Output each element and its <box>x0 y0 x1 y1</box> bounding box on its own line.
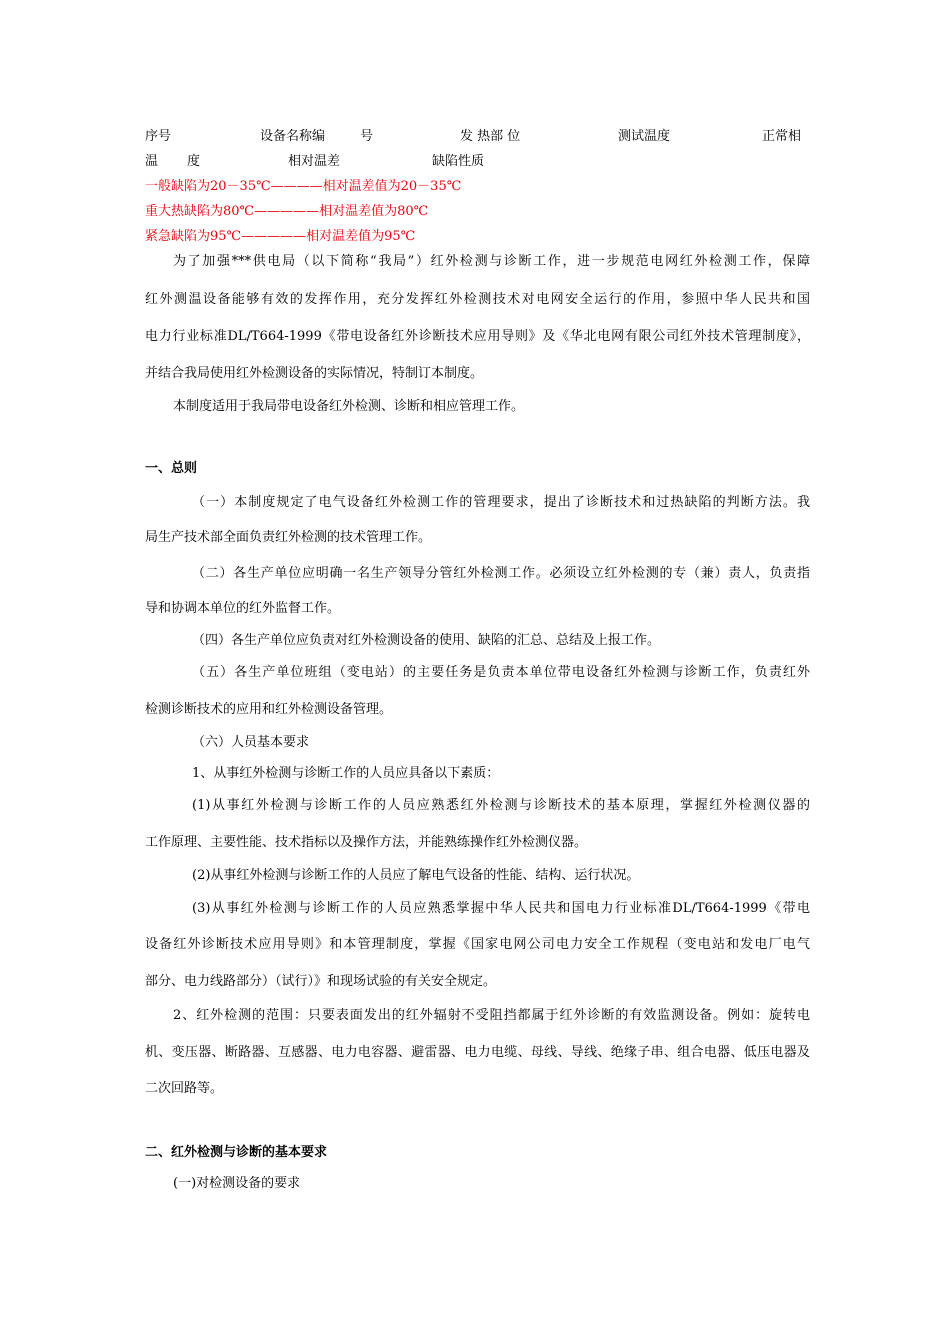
section1-line: （五）各生产单位班组（变电站）的主要任务是负责本单位带电设备红外检测与诊断工作，负责红外 <box>192 665 810 680</box>
header-cell-relative-diff: 相对温差 <box>288 154 341 169</box>
section-title-general: 一、总则 <box>145 461 198 476</box>
intro-line: 电力行业标准DL/T664-1999《带电设备红外诊断技术应用导则》及《华北电网有限公司红外技术管理制度》， <box>145 329 810 344</box>
defect-line-urgent: 紧急缺陷为95℃—————相对温差值为95℃ <box>145 229 416 244</box>
intro-line: 为了加强***供电局（以下简称“我局”）红外检测与诊断工作，进一步规范电网红外检测工作，保障 <box>173 254 810 269</box>
defect-line-major: 重大热缺陷为80℃—————相对温差值为80℃ <box>145 204 429 219</box>
section1-line: 局生产技术部全面负责红外检测的技术管理工作。 <box>145 530 432 545</box>
section1-line: 1、从事红外检测与诊断工作的人员应具备以下素质： <box>192 766 500 781</box>
section-title-basic-requirements: 二、红外检测与诊断的基本要求 <box>145 1145 328 1160</box>
section1-line: 检测诊断技术的应用和红外检测设备管理。 <box>145 702 393 717</box>
section2-line: (一)对检测设备的要求 <box>173 1176 301 1191</box>
section1-line: （六）人员基本要求 <box>192 735 310 750</box>
defect-line-general: 一般缺陷为20－35℃————相对温差值为20－35℃ <box>145 179 462 194</box>
header-cell-normal-phase: 正常相 <box>762 129 802 144</box>
section1-line: 导和协调本单位的红外监督工作。 <box>145 601 341 616</box>
section1-line: （四）各生产单位应负责对红外检测设备的使用、缺陷的汇总、总结及上报工作。 <box>192 633 661 648</box>
section1-line: 部分、电力线路部分）（试行）》和现场试验的有关安全规定。 <box>145 974 497 989</box>
header-cell-defect-type: 缺陷性质 <box>432 154 485 169</box>
intro-line: 红外测温设备能够有效的发挥作用，充分发挥红外检测技术对电网安全运行的作用，参照中华人民共和国 <box>145 292 810 307</box>
section1-line: (1)从事红外检测与诊断工作的人员应熟悉红外检测与诊断技术的基本原理，掌握红外检测仪器的 <box>192 798 810 813</box>
header-cell-temp-1: 温 <box>145 154 159 169</box>
section1-line: 机、变压器、断路器、互感器、电力电容器、避雷器、电力电缆、母线、导线、绝缘子串、组合电器、低压电器及 <box>145 1045 810 1060</box>
section1-line: 二次回路等。 <box>145 1081 224 1096</box>
section1-line: （二）各生产单位应明确一名生产领导分管红外检测工作。必须设立红外检测的专（兼）责人，负责指 <box>192 566 810 581</box>
section1-line: 设备红外诊断技术应用导则》和本管理制度，掌握《国家电网公司电力安全工作规程（变电站和发电厂电气 <box>145 937 810 952</box>
section1-line: 工作原理、主要性能、技术指标以及操作方法，并能熟练操作红外检测仪器。 <box>145 835 588 850</box>
scope-line: 本制度适用于我局带电设备红外检测、诊断和相应管理工作。 <box>173 399 525 414</box>
header-cell-heat-location: 发 热部 位 <box>460 129 521 144</box>
header-cell-device-name: 设备名称编 <box>260 129 326 144</box>
intro-line: 并结合我局使用红外检测设备的实际情况，特制订本制度。 <box>145 366 484 381</box>
section1-line: 2、红外检测的范围：只要表面发出的红外辐射不受阻挡都属于红外诊断的有效监测设备。例如：旋转电 <box>173 1008 810 1023</box>
section1-line: (3)从事红外检测与诊断工作的人员应熟悉掌握中华人民共和国电力行业标准DL/T664-1999《带电 <box>192 901 810 916</box>
section1-line: （一）本制度规定了电气设备红外检测工作的管理要求，提出了诊断技术和过热缺陷的判断方法。我 <box>192 495 810 510</box>
header-cell-temp-2: 度 <box>187 154 201 169</box>
header-cell-seq: 序号 <box>145 129 172 144</box>
section1-line: (2)从事红外检测与诊断工作的人员应了解电气设备的性能、结构、运行状况。 <box>192 868 640 883</box>
header-cell-number: 号 <box>360 129 374 144</box>
header-cell-test-temp: 测试温度 <box>618 129 671 144</box>
